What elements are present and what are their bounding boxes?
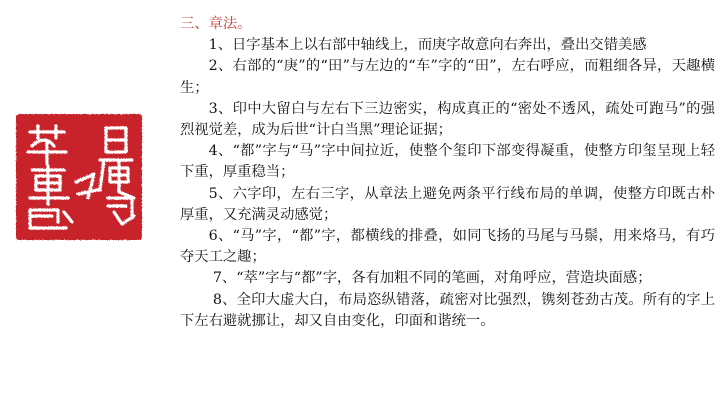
section-heading: 三、章法。 xyxy=(180,16,252,32)
paragraph-4: 4、“都”字与“马”字中间拉近，使整个玺印下部变得凝重，使整方印玺呈现上轻下重，厚重稳当； xyxy=(180,143,715,181)
text-column xyxy=(180,14,715,332)
paragraph-6: 6、“马”字，“都”字，都横线的排叠，如同飞扬的马尾与马鬃，用来烙马，有巧夺天工之趣； xyxy=(180,228,715,266)
paragraph-1: 1、日字基本上以右部中轴线上，而庚字故意向右奔出，叠出交错美感 xyxy=(208,37,647,54)
seal-stamp-icon xyxy=(14,112,144,242)
paragraph-3: 3、印中大留白与左右下三边密实，构成真正的“密处不透风，疏处可跑马”的强烈视觉差，成为后世“计白当黑”理论证据； xyxy=(180,100,715,139)
paragraph-2: 2、右部的“庚”的“田”与左边的“车”字的“田”，左右呼应，而粗细各异，天趣横生； xyxy=(180,58,715,96)
paragraph-8: 8、全印大虚大白，布局恣纵错落，疏密对比强烈，镌刻苍劲古茂。所有的字上下左右避就挪让，却又自由变化，印面和谐统一。 xyxy=(180,291,715,329)
paragraph-5: 5、六字印，左右三字，从章法上避免两条平行线布局的单调，使整方印既古朴厚重，又充满灵动感觉； xyxy=(180,185,715,223)
paragraph-7: 7、“萃”字与“都”字，各有加粗不同的笔画，对角呼应，营造块面感； xyxy=(212,270,652,287)
